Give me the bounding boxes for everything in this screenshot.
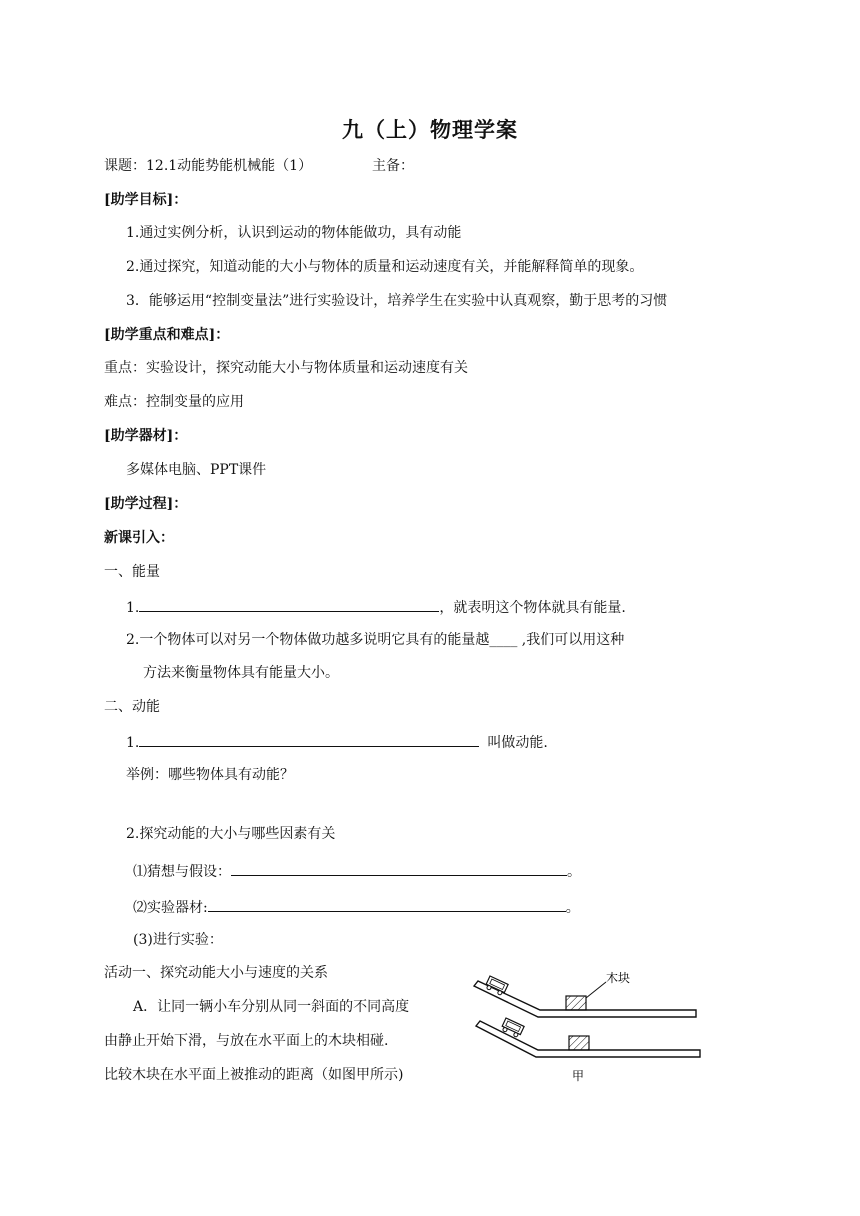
difficult-point: 难点：控制变量的应用 (104, 394, 244, 410)
section1-item1-tail: ，就表明这个物体就具有能量. (439, 600, 626, 616)
materials-heading: [助学器材]： (104, 428, 188, 444)
upper-track (474, 970, 696, 1017)
experiment-figure (466, 966, 716, 1086)
section1-heading: 一、能量 (104, 564, 160, 580)
page-title: 九（上）物理学案 (342, 117, 518, 142)
section1-item2-line2: 方法来衡量物体具有能量大小。 (143, 665, 339, 681)
guess-line (133, 861, 581, 881)
fill-blank[interactable] (231, 861, 567, 876)
section2-item1-tail: 叫做动能. (487, 735, 548, 751)
process-heading: [助学过程]： (104, 496, 188, 512)
activity1-heading: 活动一、探究动能大小与速度的关系 (104, 965, 328, 981)
goal-3: 3．能够运用“控制变量法”进行实验设计，培养学生在实验中认真观察，勤于思考的习惯 (126, 293, 668, 309)
wood-block-upper (566, 996, 586, 1010)
activity1-line3: 比较木块在水平面上被推动的距离（如图甲所示) (104, 1067, 404, 1083)
experiment-label: (3)进行实验： (133, 932, 223, 948)
goal-2: 2.通过探究，知道动能的大小与物体的质量和运动速度有关，并能解释简单的现象。 (126, 259, 644, 275)
goal-1: 1.通过实例分析，认识到运动的物体能做功，具有动能 (126, 225, 462, 241)
intro-heading: 新课引入： (104, 530, 174, 546)
equipment-end: 。 (565, 900, 580, 916)
activity1-line2: 由静止开始下滑，与放在水平面上的木块相碰. (104, 1033, 389, 1049)
wood-block-lower (569, 1036, 589, 1050)
section2-item1 (126, 732, 548, 752)
section2-heading: 二、动能 (104, 699, 160, 715)
fill-blank[interactable] (139, 597, 439, 612)
section1-item1 (126, 597, 626, 617)
figure-caption: 甲 (572, 1069, 585, 1083)
section2-item1-number: 1. (126, 735, 140, 751)
activity1-line1: A．让同一辆小车分别从同一斜面的不同高度 (133, 999, 410, 1015)
materials-text: 多媒体电脑、PPT课件 (126, 462, 267, 478)
fill-blank[interactable] (208, 897, 566, 912)
guess-label: ⑴猜想与假设： (133, 864, 231, 880)
equipment-label: ⑵实验器材: (133, 900, 208, 916)
preparer-label: 主备： (372, 158, 414, 174)
fill-blank[interactable] (139, 732, 479, 747)
guess-end: 。 (567, 864, 581, 880)
section2-item2: 2.探究动能的大小与哪些因素有关 (126, 826, 336, 842)
wood-block-label: 木块 (606, 971, 631, 985)
example-question: 举例：哪些物体具有动能？ (126, 767, 294, 783)
topic-label: 课题：12.1动能势能机械能（1） (104, 158, 313, 174)
goals-heading: [助学目标]： (104, 192, 188, 208)
equipment-line (133, 897, 580, 917)
section1-item1-number: 1. (126, 600, 140, 616)
lower-track (476, 1018, 700, 1057)
section1-item2-line1: 2.一个物体可以对另一个物体做功越多说明它具有的能量越____ ,我们可以用这种 (126, 632, 625, 648)
key-heading: [助学重点和难点]： (104, 327, 230, 343)
key-point: 重点：实验设计，探究动能大小与物体质量和运动速度有关 (104, 360, 468, 376)
